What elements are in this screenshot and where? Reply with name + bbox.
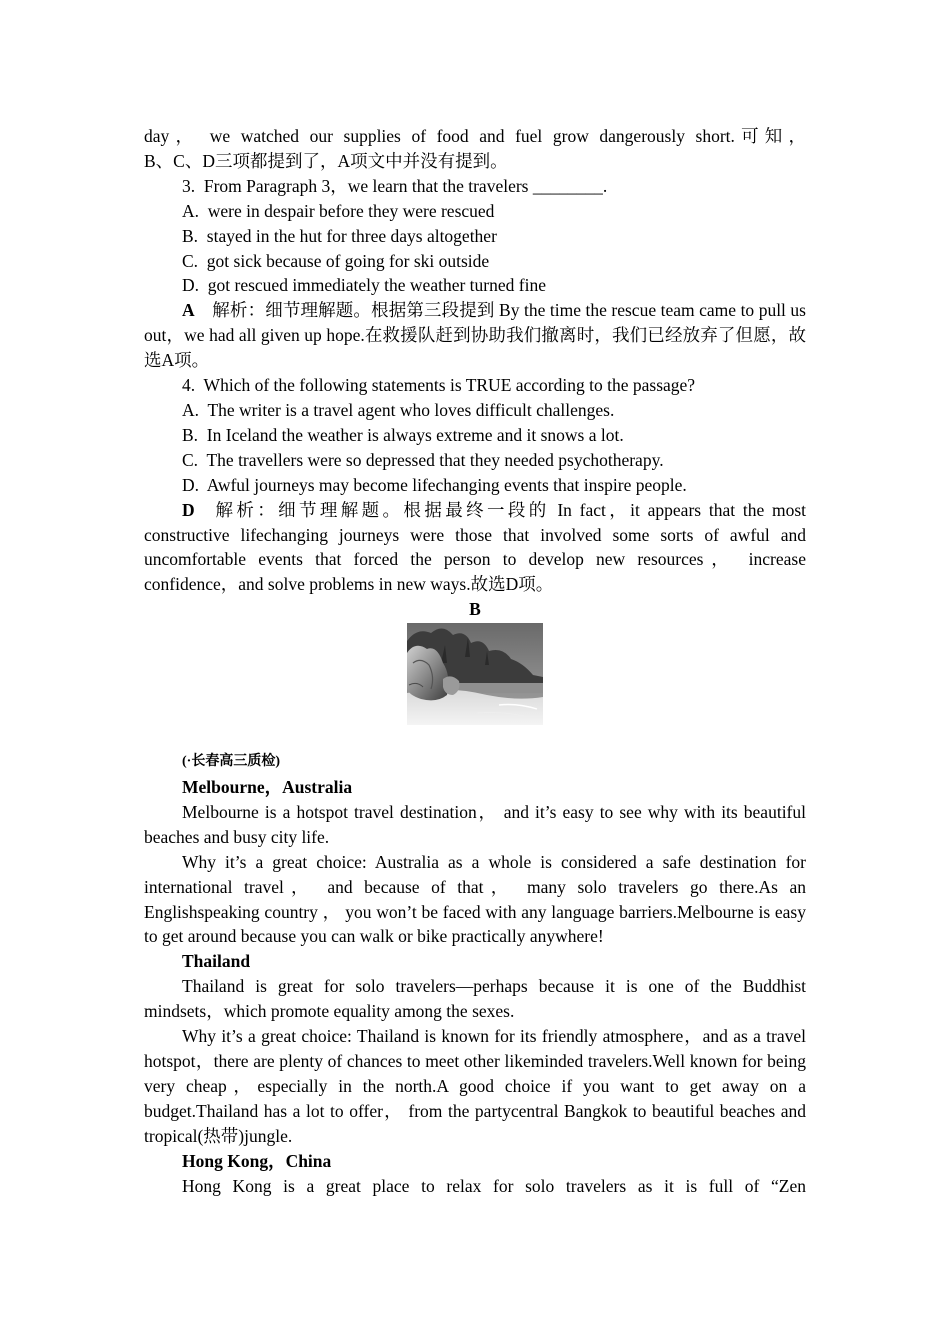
question-3-analysis-text: 解析：细节理解题。根据第三段提到 By the time the rescue team came to pull us out，we had all given up hope.在救援队赶到协助我们撤离时，我们已经放弃了但愿，故选A项。 — [144, 300, 806, 371]
thailand-paragraph-2: Why it’s a great choice: Thailand is known for its friendly atmosphere，and as a travel hotspot，there are plenty of chances to meet other likeminded travelers.Well known for being very cheap，especially in the north.A good choice if you want to get away on a budget.Thailand has a lot to offer， from the partycentral Bangkok to beautiful beaches and tropical(热带)jungle. — [144, 1026, 806, 1146]
melbourne-title: Melbourne，Australia — [182, 777, 353, 798]
section-b-heading: B — [469, 599, 481, 620]
melbourne-paragraph-1: Melbourne is a hotspot travel destination， and it’s easy to see why with its beautiful beaches and busy city life. — [144, 801, 806, 847]
question-4-stem: 4. Which of the following statements is TRUE according to the passage? — [182, 375, 696, 396]
thailand-title: Thailand — [182, 951, 251, 972]
document-page — [144, 124, 806, 1198]
hongkong-title: Hong Kong，China — [182, 1150, 332, 1171]
melbourne-paragraph-2: Why it’s a great choice: Australia as a whole is considered a safe destination for international travel， and because of that， many solo travelers go there.As an Englishspeaking country ， you won’t be faced with any language barriers.Melbourne is easy to get around because you can walk or bike practically anywhere! — [144, 851, 806, 947]
continuation-line-2: B、C、D三项都提到了，A项文中并没有提到。 — [144, 150, 508, 171]
beach-photo-graphic — [407, 623, 543, 725]
thailand-paragraph-1: Thailand is great for solo travelers—perhaps because it is one of the Buddhist mindsets，which promote equality among the sexes. — [144, 976, 806, 1022]
question-3-answer: A — [182, 300, 195, 321]
question-4-analysis-text: 解析：细节理解题。根据最终一段的 In fact，it appears that the most constructive lifechanging journeys were those that involved some sorts of awful and uncomfortable events that forced the person to develop new resources， increase confidence，and solve problems in new ways.故选D项。 — [144, 499, 806, 595]
question-3-option-c: C. got sick because of going for ski outside — [182, 250, 490, 271]
question-3-analysis — [144, 298, 806, 373]
question-4-answer: D — [182, 499, 195, 520]
question-4-option-d: D. Awful journeys may become lifechanging events that inspire people. — [182, 474, 687, 495]
question-3-stem: 3. From Paragraph 3，we learn that the travelers ________. — [182, 175, 608, 196]
question-3-option-d: D. got rescued immediately the weather turned fine — [182, 275, 546, 296]
continuation-line-1: day， we watched our supplies of food and fuel grow dangerously short.可知， — [144, 126, 806, 146]
question-3-option-a: A. were in despair before they were rescued — [182, 200, 495, 221]
question-4-option-a: A. The writer is a travel agent who loves difficult challenges. — [182, 399, 615, 420]
question-4-option-c: C. The travellers were so depressed that they needed psychotherapy. — [182, 449, 664, 470]
question-4-option-b: B. In Iceland the weather is always extreme and it snows a lot. — [182, 424, 624, 445]
source-note: (·长春高三质检) — [182, 754, 280, 770]
question-3-option-b: B. stayed in the hut for three days altogether — [182, 225, 497, 246]
hongkong-paragraph-1: Hong Kong is a great place to relax for solo travelers as it is full of “Zen — [182, 1175, 806, 1196]
beach-photo — [407, 623, 543, 725]
question-4-analysis — [144, 498, 806, 598]
